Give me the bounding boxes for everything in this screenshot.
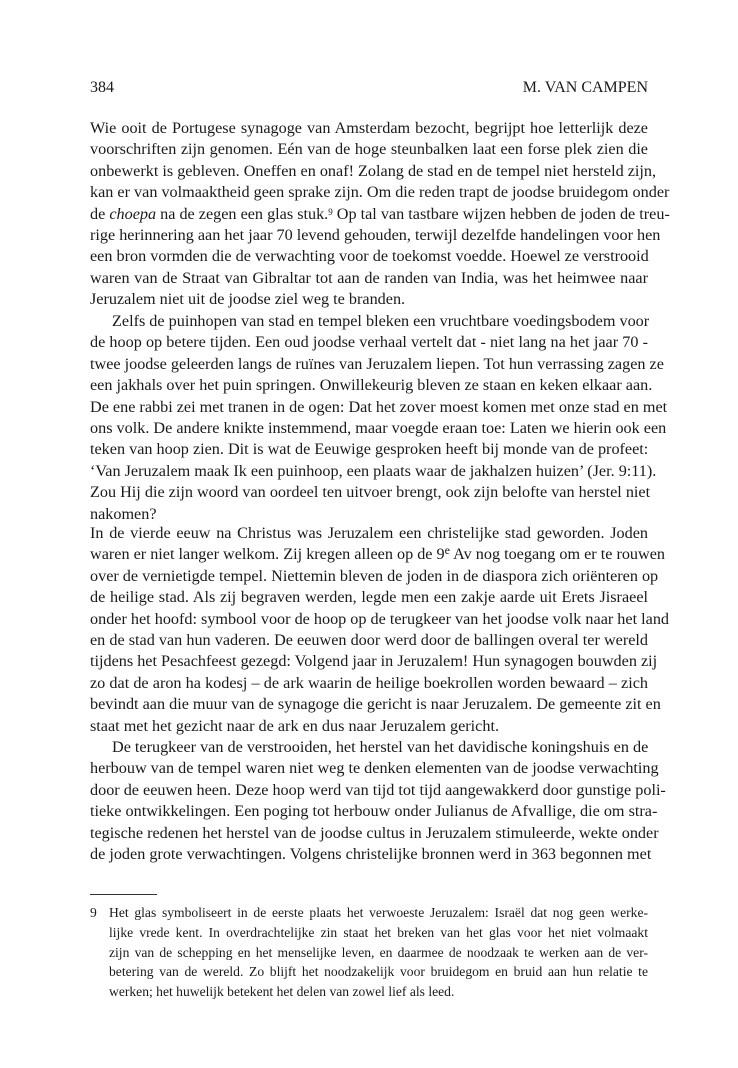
- text-line: en de stad van hun vaderen. De eeuwen door werd door de ballingen overal ter wereld: [90, 630, 648, 649]
- text-line: twee joodse geleerden langs de ruïnes van Jeruzalem liepen. Tot hun verrassing zagen ze: [90, 354, 664, 373]
- text-line: rige herinnering aan het jaar 70 levend gehouden, terwijl dezelfde handelingen voor hen: [90, 225, 661, 244]
- running-header-author: M. VAN CAMPEN: [522, 79, 648, 96]
- text-line: lijke vrede kent. In overdrachtelijke zin staat het breken van het glas voor het niet volmaakt: [109, 924, 648, 940]
- text-line: In de vierde eeuw na Christus was Jeruzalem een christelijke stad geworden. Joden: [90, 524, 648, 542]
- text-line: zo dat de aron ha kodesj – de ark waarin de heilige boekrollen worden bewaard – zich: [90, 673, 648, 692]
- text-line: Wie ooit de Portugese synagoge van Amsterdam bezocht, begrijpt hoe letterlijk deze: [90, 119, 648, 137]
- text-line: onder het hoofd: symbool voor de hoop op de terugkeer van het joodse volk naar het land: [90, 609, 670, 628]
- ordinal-superscript: e: [444, 543, 450, 558]
- text-line: een jakhals over het puin springen. Onwillekeurig bleven ze staan en keken elkaar aan.: [90, 376, 653, 395]
- text-line: bevindt aan die muur van de synagoge die gericht is naar Jeruzalem. De gemeente zit en: [90, 695, 661, 714]
- text-line: teken van hoop zien. Dit is wat de Eeuwige gesproken heeft bij monde van de profeet:: [90, 440, 649, 459]
- text-line: ‘Van Jeruzalem maak Ik een puinhoop, een plaats waar de jakhalzen huizen’ (Jer. 9:11).: [90, 461, 657, 480]
- text-line: door de eeuwen heen. Deze hoop werd van tijd tot tijd aangewakkerd door gunstige poli-: [90, 780, 666, 799]
- text: na de zegen een glas stuk.: [156, 204, 329, 223]
- text-line: Zelfs de puinhopen van stad en tempel bleken een vruchtbare voedingsbodem voor: [112, 312, 650, 330]
- text-line: Het glas symboliseert in de eerste plaats het verwoeste Jeruzalem: Israël dat nog geen werke-: [109, 905, 648, 920]
- footnote-separator: [90, 894, 157, 895]
- text: waren er niet langer welkom. Zij kregen alleen op de 9: [90, 545, 445, 564]
- text: de: [90, 204, 110, 223]
- text-line: de hoop op betere tijden. Een oud joodse verhaal vertelt dat - niet lang na het jaar 70 -: [90, 333, 648, 352]
- text: Av nog toegang om er te rouwen: [449, 545, 665, 564]
- text-line: Zou Hij die zijn woord van oordeel ten uitvoer brengt, ook zijn belofte van herstel niet: [90, 483, 651, 502]
- text-line: staat met het gezicht naar de ark en dus naar Jeruzalem gericht.: [90, 716, 499, 735]
- text-line: Jeruzalem niet uit de joodse ziel weg te branden.: [90, 290, 406, 309]
- text-line: herbouw van de tempel waren niet weg te denken elementen van de joodse verwachting: [90, 759, 659, 778]
- text-line: De terugkeer van de verstrooiden, het herstel van het davidische koningshuis en de: [112, 738, 649, 756]
- text-line: tieke ontwikkelingen. Een poging tot herbouw onder Julianus de Afvallige, die om stra-: [90, 802, 658, 821]
- text-line: tegische redenen het herstel van de joodse cultus in Jeruzalem stimuleerde, wekte onder: [90, 823, 659, 842]
- text-line: een bron vormden die de verwachting voor de toekomst voedde. Hoewel ze verstrooid: [90, 247, 649, 266]
- text-line: voorschriften zijn genomen. Eén van de hoge steunbalken laat een forse plek zien die: [90, 140, 648, 159]
- footnote-number: 9: [90, 905, 97, 920]
- paragraph-4: [90, 737, 666, 865]
- text-line: de heilige stad. Als zij begraven werden, legde men een zakje aarde uit Erets Jisraeel: [90, 588, 648, 607]
- text-line: onbewerkt is gebleven. Oneffen en onaf! Zolang de stad en de tempel niet hersteld zijn,: [90, 161, 657, 180]
- footnote-reference[interactable]: 9: [328, 206, 333, 217]
- text: Op tal van tastbare wijzen hebben de joden de treu-: [332, 204, 670, 223]
- text-line: over de vernietigde tempel. Niettemin bleven de joden in de diaspora zich oriënteren op: [90, 566, 659, 585]
- text-line: de joden grote verwachtingen. Volgens christelijke bronnen werd in 363 begonnen met: [90, 844, 652, 863]
- italic-term: choepa: [109, 204, 157, 223]
- footnote-9: [90, 903, 648, 1002]
- text-line: ons volk. De andere knikte instemmend, maar voegde eraan toe: Laten we hierin ook een: [90, 418, 667, 437]
- paragraph-3: [90, 523, 670, 737]
- text-line: zijn van de schepping en het menselijke leven, en daarmee de noodzaak te werken aan de ver-: [109, 944, 648, 960]
- text-line: betering van de wereld. Zo blijft het noodzakelijk voor bruidegom en bruid aan hun relatie te: [109, 964, 648, 980]
- text-line: waren van de Straat van Gibraltar tot aan de randen van India, was het heimwee naar: [90, 268, 648, 287]
- page-number: 384: [90, 79, 114, 96]
- text-line: [90, 543, 665, 565]
- text-line: werken; het huwelijk betekent het delen van zowel lief als leed.: [109, 984, 455, 1000]
- text-line: [90, 204, 670, 225]
- text-line: kan er van volmaaktheid geen sprake zijn. Om die reden trapt de joodse bruidegom onder: [90, 183, 670, 202]
- paragraph-2: [90, 311, 668, 525]
- text-line: tijdens het Pesachfeest gezegd: Volgend jaar in Jeruzalem! Hun synagogen bouwden zij: [90, 652, 658, 671]
- text-line: De ene rabbi zei met tranen in de ogen: Dat het zover moest komen met onze stad en met: [90, 397, 668, 416]
- paragraph-1: [90, 118, 670, 311]
- text-line: nakomen?: [90, 504, 157, 523]
